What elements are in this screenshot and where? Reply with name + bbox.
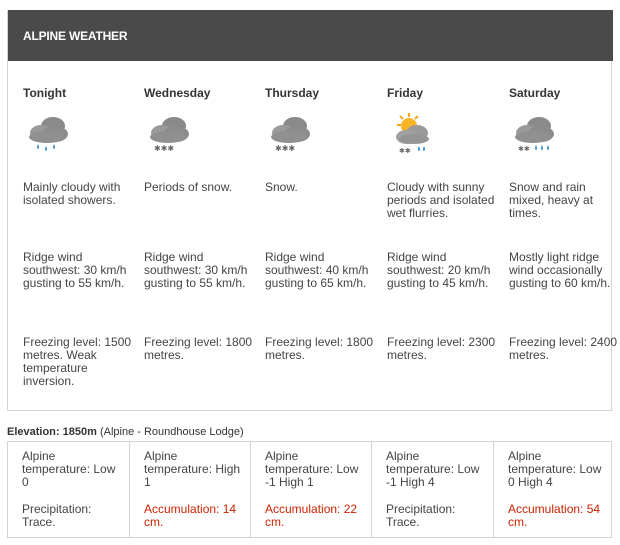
panel-header	[8, 10, 613, 61]
forecast-description: Cloudy with sunny periods and isolated wet flurries.	[387, 180, 495, 220]
ridge-wind: Ridge wind southwest: 30 km/h gusting to 55 km/h.	[144, 250, 248, 290]
alpine-cell	[130, 442, 251, 537]
freezing-level: Freezing level: 1500 metres. Weak temperature inversion.	[23, 335, 132, 388]
svg-text:✱✱: ✱✱	[518, 145, 530, 153]
accumulation: Accumulation: 54 cm.	[508, 502, 601, 529]
alpine-temperature: Alpine temperature: Low -1 High 4	[386, 449, 480, 489]
alpine-cell	[494, 442, 611, 537]
svg-text:✱✱✱: ✱✱✱	[275, 144, 296, 153]
ridge-wind: Mostly light ridge wind occasionally gusting to 60 km/h.	[509, 250, 611, 290]
alpine-temperature: Alpine temperature: High 1	[144, 449, 241, 489]
alpine-conditions-table	[7, 441, 612, 538]
accumulation: Accumulation: 14 cm.	[144, 502, 237, 529]
panel-title: ALPINE WEATHER	[23, 29, 128, 43]
forecast-description: Periods of snow.	[144, 180, 233, 194]
forecast-description: Snow and rain mixed, heavy at times.	[509, 180, 594, 220]
alpine-temperature: Alpine temperature: Low -1 High 1	[265, 449, 359, 489]
day-label: Friday	[387, 86, 424, 100]
freezing-level: Freezing level: 1800 metres.	[144, 335, 253, 362]
elevation-caption	[7, 426, 244, 438]
elevation-label: Elevation:	[7, 426, 60, 438]
sun-cloud-snow-icon	[387, 111, 437, 157]
cloud-snow-icon	[144, 111, 194, 157]
elevation-value: 1850m	[62, 426, 97, 438]
ridge-wind: Ridge wind southwest: 20 km/h gusting to 45 km/h.	[387, 250, 491, 290]
forecast-description: Snow.	[265, 180, 298, 194]
elevation-location: (Alpine - Roundhouse Lodge)	[99, 426, 244, 438]
ridge-wind: Ridge wind southwest: 40 km/h gusting to 65 km/h.	[265, 250, 369, 290]
alpine-temperature: Alpine temperature: Low 0 High 4	[508, 449, 602, 489]
weather-panel	[7, 10, 618, 411]
freezing-level: Freezing level: 1800 metres.	[265, 335, 374, 362]
alpine-cell	[8, 442, 130, 537]
forecast-description: Mainly cloudy with isolated showers.	[23, 180, 121, 207]
day-label: Saturday	[509, 86, 561, 100]
alpine-cell	[372, 442, 494, 537]
alpine-temperature: Alpine temperature: Low 0	[22, 449, 116, 489]
day-label: Tonight	[23, 86, 67, 100]
cloud-rain-icon	[23, 111, 73, 157]
freezing-level: Freezing level: 2400 metres.	[509, 335, 618, 362]
svg-text:✱✱: ✱✱	[399, 147, 411, 155]
freezing-level: Freezing level: 2300 metres.	[387, 335, 496, 362]
accumulation: Accumulation: 22 cm.	[265, 502, 358, 529]
day-label: Thursday	[265, 86, 320, 100]
day-label: Wednesday	[144, 86, 211, 100]
cloud-snow-icon	[265, 111, 315, 157]
svg-text:✱✱✱: ✱✱✱	[154, 144, 175, 153]
alpine-cell	[251, 442, 372, 537]
precipitation: Precipitation: Trace.	[22, 502, 92, 529]
cloud-sleet-icon	[509, 111, 559, 157]
ridge-wind: Ridge wind southwest: 30 km/h gusting to 55 km/h.	[23, 250, 127, 290]
precipitation: Precipitation: Trace.	[386, 502, 456, 529]
